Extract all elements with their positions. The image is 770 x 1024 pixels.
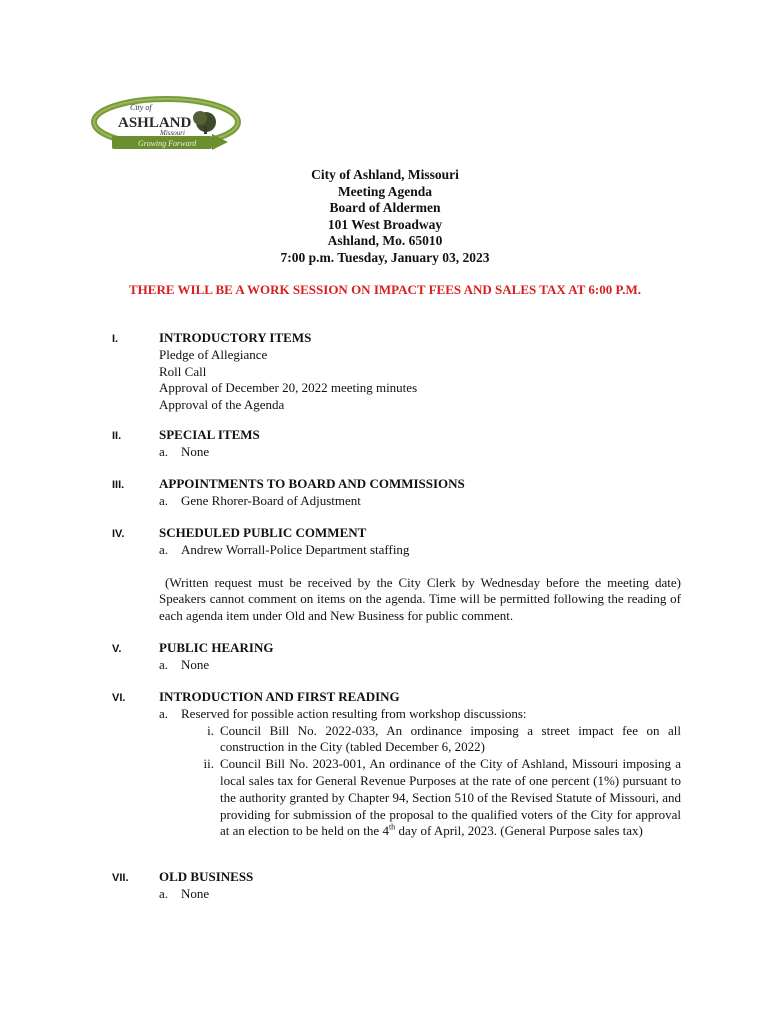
section-number: II. — [112, 430, 122, 442]
bill-text-part: Council Bill No. 2023-001, An ordinance of the City of Ashland, Missouri imposing a local sales tax for General Revenue Purposes at the rate of one percent (1%) pursuant to the authority granted by Chapter 94, Section 510 of the Revised Statute of Missouri, and providing for submission of the proposal to the qualified voters of the City for approval at an election to be held on the 4 — [220, 756, 681, 839]
work-session-notice: THERE WILL BE A WORK SESSION ON IMPACT FEES AND SALES TAX AT 6:00 P.M. — [129, 282, 641, 297]
sub-item — [192, 723, 681, 757]
section-title: INTRODUCTORY ITEMS — [159, 330, 312, 345]
item-text: Gene Rhorer-Board of Adjustment — [181, 492, 361, 508]
logo-state: Missouri — [160, 129, 185, 137]
logo-graphic — [88, 94, 248, 152]
header-address: 101 West Broadway — [327, 216, 443, 232]
item-text: None — [181, 885, 210, 901]
logo-name: ASHLAND — [118, 115, 192, 131]
list-item: Approval of December 20, 2022 meeting minutes — [159, 380, 418, 396]
sub-item — [192, 756, 681, 840]
section-number: VII. — [112, 872, 129, 884]
list-item — [159, 444, 681, 461]
header-doc-type: Meeting Agenda — [337, 183, 433, 199]
section-title: OLD BUSINESS — [159, 869, 254, 884]
sub-item-marker: i. — [207, 722, 214, 738]
list-item — [159, 706, 681, 723]
item-text: Reserved for possible action resulting from workshop discussions: — [181, 705, 527, 721]
section-number: V. — [112, 643, 122, 655]
section-number: III. — [112, 479, 125, 491]
list-item: Pledge of Allegiance — [159, 346, 268, 362]
bill-text-part: day of April, 2023. (General Purpose sales tax) — [395, 823, 643, 839]
list-item — [159, 493, 681, 510]
header-board: Board of Aldermen — [329, 200, 441, 216]
section-number: VI. — [112, 692, 126, 704]
section-title: SCHEDULED PUBLIC COMMENT — [159, 525, 367, 540]
section-number: I. — [112, 333, 119, 345]
item-text: None — [181, 443, 210, 459]
list-item: Approval of the Agenda — [159, 397, 285, 413]
header-date-time: 7:00 p.m. Tuesday, January 03, 2023 — [280, 249, 490, 265]
section-title: PUBLIC HEARING — [159, 640, 274, 655]
list-item — [159, 657, 681, 674]
sub-item-marker: ii. — [203, 756, 214, 772]
council-bill-2022-033: Council Bill No. 2022-033, An ordinance imposing a street impact fee on all construction in the City (tabled December 6, 2022) — [220, 722, 681, 755]
item-marker: a. — [159, 492, 169, 508]
item-text: None — [181, 656, 210, 672]
section-title: APPOINTMENTS TO BOARD AND COMMISSIONS — [159, 476, 465, 491]
list-item — [159, 542, 681, 559]
header-city: City of Ashland, Missouri — [311, 167, 459, 182]
agenda-header — [0, 167, 770, 267]
logo-tagline: Growing Forward — [138, 139, 197, 148]
public-comment-note: (Written request must be received by the City Clerk by Wednesday before the meeting date) Speakers cannot comment on items on the agenda. Time will be permitted following the reading of each agenda item under Old and New Business for public comment. — [159, 574, 685, 624]
item-text: Andrew Worrall-Police Department staffing — [181, 541, 410, 557]
section-title: INTRODUCTION AND FIRST READING — [159, 689, 400, 704]
council-bill-2023-001 — [220, 756, 681, 840]
city-logo — [88, 94, 248, 152]
item-marker: a. — [159, 885, 169, 901]
logo-city-of: City of — [130, 103, 152, 112]
item-marker: a. — [159, 443, 169, 459]
item-marker: a. — [159, 541, 169, 557]
header-city-zip: Ashland, Mo. 65010 — [327, 233, 443, 249]
list-item — [159, 886, 681, 903]
ordinal-suffix: th — [388, 823, 396, 833]
item-marker: a. — [159, 656, 169, 672]
section-number: IV. — [112, 528, 125, 540]
list-item: Roll Call — [159, 363, 207, 379]
section-title: SPECIAL ITEMS — [159, 427, 260, 442]
item-marker: a. — [159, 705, 169, 721]
